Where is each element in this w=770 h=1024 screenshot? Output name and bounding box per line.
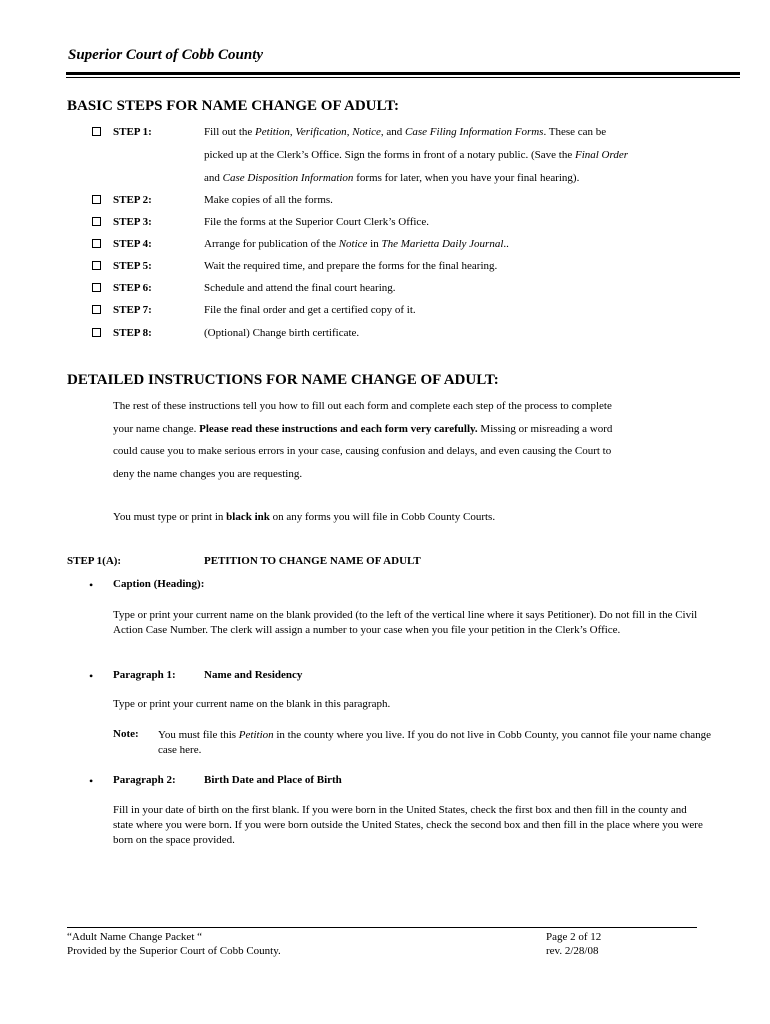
step8-label: STEP 8: [113, 327, 152, 339]
detailed-heading: DETAILED INSTRUCTIONS FOR NAME CHANGE OF ADULT: [67, 372, 499, 388]
paragraph2-label: Paragraph 2: [113, 774, 176, 786]
step5-checkbox[interactable] [92, 261, 101, 270]
bullet-icon: • [89, 774, 94, 788]
step6-text: Schedule and attend the final court hearing. [204, 282, 396, 294]
step8-text: (Optional) Change birth certificate. [204, 327, 360, 339]
footer-revision: rev. 2/28/08 [546, 945, 599, 957]
step7-label: STEP 7: [113, 304, 152, 316]
step2-text: Make copies of all the forms. [204, 194, 333, 206]
basic-steps-heading: BASIC STEPS FOR NAME CHANGE OF ADULT: [67, 98, 399, 114]
bullet-icon: • [89, 669, 94, 683]
step1-checkbox[interactable] [92, 127, 101, 136]
step8-checkbox[interactable] [92, 328, 101, 337]
step2-checkbox[interactable] [92, 195, 101, 204]
bullet-icon: • [89, 578, 94, 592]
step5-label: STEP 5: [113, 260, 152, 272]
step3-label: STEP 3: [113, 216, 152, 228]
step6-label: STEP 6: [113, 282, 152, 294]
step3-text: File the forms at the Superior Court Clerk’s Office. [204, 216, 429, 228]
step1-line2: picked up at the Clerk’s Office. Sign the forms in front of a notary public. (Save the Final Order [204, 149, 629, 161]
intro-paragraph [113, 395, 733, 485]
paragraph2-text: Fill in your date of birth on the first blank. If you were born in the United States, check the first box and then fill in the county and state where you were born. If you were born outside the United States, check the second box and then fill in the place where you were born on the space provided. [113, 804, 703, 846]
black-ink-paragraph: You must type or print in black ink on any forms you will file in Cobb County Courts. [113, 511, 496, 523]
step1-line3: and Case Disposition Information forms for later, when you have your final hearing). [204, 172, 580, 184]
intro-line-1: The rest of these instructions tell you how to fill out each form and complete each step of the process to complete [113, 400, 612, 412]
footer-packet-title: “Adult Name Change Packet “ [67, 931, 203, 943]
step4-checkbox[interactable] [92, 239, 101, 248]
step1a-title: PETITION TO CHANGE NAME OF ADULT [204, 555, 421, 567]
step4-text: Arrange for publication of the Notice in The Marietta Daily Journal.. [204, 238, 509, 250]
step1-line1: Fill out the Petition, Verification, Notice, and Case Filing Information Forms. These can be [204, 126, 607, 138]
caption-text: Type or print your current name on the blank provided (to the left of the vertical line where it says Petitioner). Do not fill in the Civil Action Case Number. The clerk will assign a number to your case when you file your petition in the Clerk’s Office. [113, 609, 698, 636]
header-rule-thin [66, 77, 740, 78]
court-title: Superior Court of Cobb County [68, 47, 264, 63]
footer-page-number: Page 2 of 12 [546, 931, 602, 943]
step1-label: STEP 1: [113, 126, 152, 138]
footer-provided-by: Provided by the Superior Court of Cobb County. [67, 945, 281, 957]
note-text: You must file this Petition in the county where you live. If you do not live in Cobb County, you cannot file your name change case here. [158, 729, 711, 756]
step2-label: STEP 2: [113, 194, 152, 206]
paragraph1-title: Name and Residency [204, 669, 303, 681]
intro-line-3: could cause you to make serious errors in your case, causing confusion and delays, and even causing the Court to [113, 445, 612, 457]
caption-heading: Caption (Heading): [113, 578, 205, 590]
paragraph1-label: Paragraph 1: [113, 669, 176, 681]
header-rule [66, 72, 740, 75]
step7-text: File the final order and get a certified copy of it. [204, 304, 416, 316]
paragraph2-title: Birth Date and Place of Birth [204, 774, 342, 786]
intro-line-2: your name change. Please read these instructions and each form very carefully. Missing or misreading a word [113, 422, 613, 435]
step4-label: STEP 4: [113, 238, 152, 250]
step7-checkbox[interactable] [92, 305, 101, 314]
intro-line-4: deny the name changes you are requesting. [113, 467, 303, 480]
step6-checkbox[interactable] [92, 283, 101, 292]
step5-text: Wait the required time, and prepare the forms for the final hearing. [204, 260, 498, 272]
step3-checkbox[interactable] [92, 217, 101, 226]
footer-rule [67, 927, 697, 928]
step1a-label: STEP 1(A): [67, 555, 122, 567]
note-label: Note: [113, 728, 139, 740]
paragraph1-text: Type or print your current name on the blank in this paragraph. [113, 698, 391, 710]
